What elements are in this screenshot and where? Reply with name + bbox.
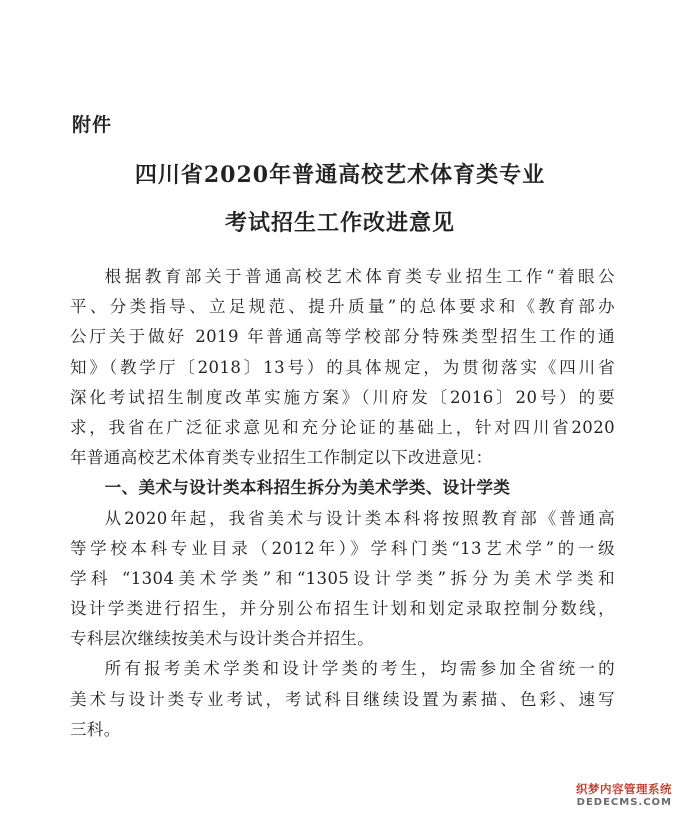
- section-heading: 一、美术与设计类本科招生拆分为美术学类、设计学类: [104, 478, 511, 498]
- document-body: [70, 262, 615, 745]
- paragraph1-line: 平、分类指导、立足规范、提升质量”的总体要求和《教育部办: [70, 297, 615, 317]
- paragraph3-line: 三科。: [70, 719, 121, 739]
- watermark-line2: DEDECMS.COM: [576, 797, 672, 808]
- document-title-line1: 四川省2020年普通高校艺术体育类专业: [134, 162, 546, 188]
- paragraph1-line: 根据教育部关于普通高校艺术体育类专业招生工作“着眼公: [104, 267, 615, 286]
- paragraph3-line: 美术与设计类专业考试，考试科目继续设置为素描、色彩、速写: [70, 689, 615, 709]
- watermark-line1: 织梦内容管理系统: [576, 782, 672, 796]
- paragraph1-line: 知》（教学厅〔2018〕13号）的具体规定，为贯彻落实《四川省: [70, 357, 615, 377]
- paragraph1-line: 公厅关于做好 2019 年普通高等学校部分特殊类型招生工作的通: [70, 327, 615, 347]
- paragraph2-line: 学科 “1304美术学类”和“1305设计学类”拆分为美术学类和: [70, 568, 615, 588]
- site-watermark: [576, 783, 672, 809]
- document-title-line2: 考试招生工作改进意见: [224, 210, 455, 236]
- paragraph2-line: 专科层次继续按美术与设计类合并招生。: [70, 629, 375, 649]
- paragraph2-line: 从2020年起，我省美术与设计类本科将按照教育部《普通高: [104, 508, 615, 528]
- paragraph1-line: 求，我省在广泛征求意见和充分论证的基础上，针对四川省2020: [70, 417, 615, 437]
- paragraph1-line: 深化考试招生制度改革实施方案》（川府发〔2016〕20号）的要: [70, 387, 615, 407]
- paragraph2-line: 设计学类进行招生，并分别公布招生计划和划定录取控制分数线，: [70, 599, 615, 619]
- attachment-label: 附件: [72, 114, 113, 136]
- paragraph3-line: 所有报考美术学类和设计学类的考生，均需参加全省统一的: [104, 659, 615, 679]
- paragraph2-line: 等学校本科专业目录（2012年）》学科门类“13艺术学”的一级: [70, 538, 615, 558]
- paragraph1-line: 年普通高校艺术体育类专业招生工作制定以下改进意见：: [70, 448, 493, 468]
